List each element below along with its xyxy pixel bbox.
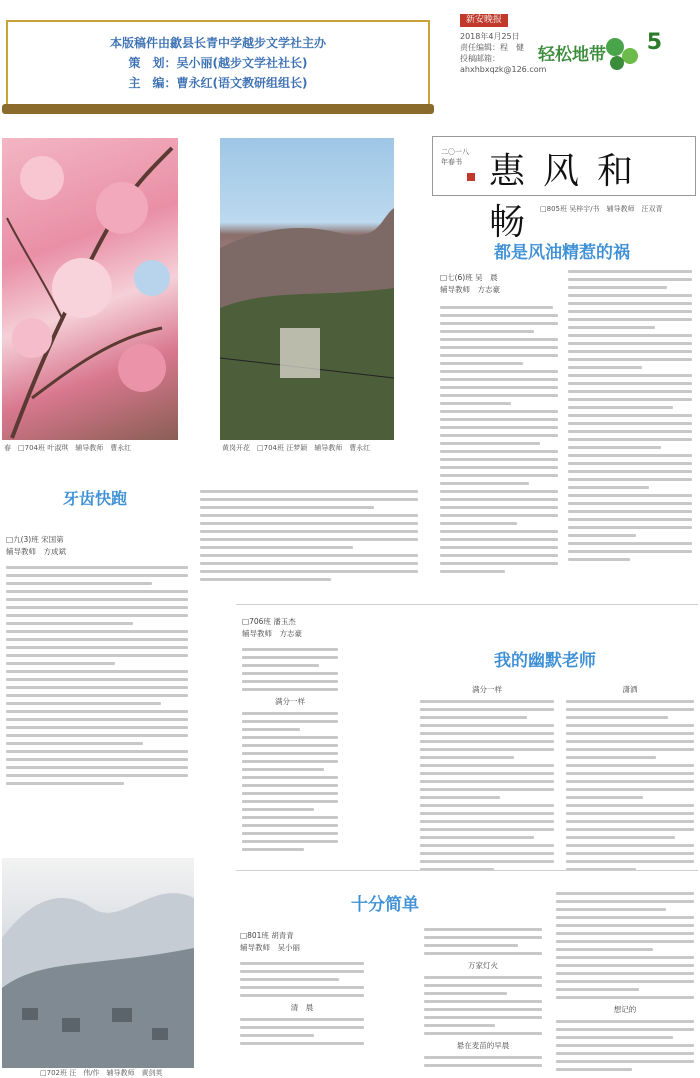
section-brand [530, 30, 662, 94]
article1-body-col2 [568, 270, 692, 566]
page-number: 5 [646, 30, 662, 55]
calligraphy-inscription: 二〇一八年春书 [441, 148, 469, 166]
article1-byline-teacher: 辅导教师 方志豪 [440, 285, 500, 294]
article1-byline-author: □七(6)班 吴 晨 [440, 273, 498, 282]
article3-body-col3 [566, 684, 694, 876]
article2-byline-author: □九(3)班 宋国第 [6, 535, 64, 544]
article4-byline-teacher: 辅导教师 吴小丽 [240, 943, 300, 952]
article4-body-col2 [424, 928, 542, 1072]
ink-painting-scene [2, 858, 194, 1068]
section-divider [236, 604, 698, 605]
article3-byline-teacher: 辅导教师 方志豪 [242, 629, 302, 638]
seal-icon [467, 173, 475, 181]
masthead-line2: 策 划：吴小丽(越步文学社社长) [128, 56, 308, 70]
masthead-box [6, 20, 430, 106]
article3-sub2: 满分一样 [472, 685, 502, 694]
article2-byline [6, 534, 66, 558]
article3-byline-author: □706班 潘玉杰 [242, 617, 296, 626]
article2-byline-teacher: 辅导教师 方成斌 [6, 547, 66, 556]
article1-title: 都是风油精惹的祸 [494, 243, 630, 263]
painting-caption: □702班 汪 伟/作 辅导教师 黄剑英 [40, 1069, 163, 1077]
article3-body-col1 [242, 648, 338, 856]
ink-painting [2, 858, 194, 1068]
article3-sub3: 潇洒 [622, 685, 638, 694]
masthead-scroll-bar [2, 104, 434, 114]
article3-sub1: 满分一样 [275, 697, 305, 706]
photo2-caption: 黄岗开花 □704班 汪梦颖 辅导教师 曹永红 [222, 444, 371, 452]
clover-leaf-icon [622, 48, 638, 64]
issue-email: 投稿邮箱：ahxhbxqzk@126.com [460, 54, 547, 74]
photo1-caption: 春 □704班 叶淑琪 辅导教师 曹永红 [4, 444, 132, 452]
brand-title: 轻松地带 [538, 45, 606, 65]
masthead-line3: 主 编：曹永红(语文教研组组长) [128, 76, 308, 90]
mountain-scene [220, 138, 394, 440]
article4-sub4: 想记的 [613, 1005, 637, 1014]
article2-title: 牙齿快跑 [62, 489, 127, 508]
calligraphy-credit: □805班 吴梓宇/书 辅导教师 汪双青 [540, 205, 663, 213]
article4-sub1: 清 晨 [290, 1003, 314, 1012]
article3-title: 我的幽默老师 [494, 651, 596, 671]
article1-body-col1 [440, 306, 558, 578]
article4-byline [240, 930, 300, 954]
article4-sub2: 万家灯火 [468, 961, 498, 970]
article4-sub3: 悬在麦苗的早晨 [456, 1041, 510, 1050]
calligraphy-text: 惠风和畅 [489, 151, 652, 243]
section-divider [236, 870, 698, 871]
masthead-line1: 本版稿件由歙县长青中学越步文学社主办 [109, 36, 326, 50]
article3-byline [242, 616, 302, 640]
blossom-photo [2, 138, 178, 440]
article2-body-col2 [200, 490, 418, 586]
issue-date: 2018年4月25日 [460, 32, 520, 41]
article4-body-col3 [556, 892, 694, 1076]
article3-body-col2 [420, 684, 554, 876]
article4-byline-author: □801班 胡青青 [240, 931, 294, 940]
article4-body-col1 [240, 962, 364, 1050]
article4-title: 十分简单 [351, 895, 419, 915]
article2-body-col1 [6, 566, 188, 790]
article1-byline [440, 272, 500, 296]
paper-logo: 新安晚报 [460, 14, 508, 27]
clover-leaf-icon [610, 56, 624, 70]
issue-editor: 责任编辑：程 健 [460, 43, 524, 52]
blossom-branches [2, 138, 178, 440]
mountain-photo [220, 138, 394, 440]
